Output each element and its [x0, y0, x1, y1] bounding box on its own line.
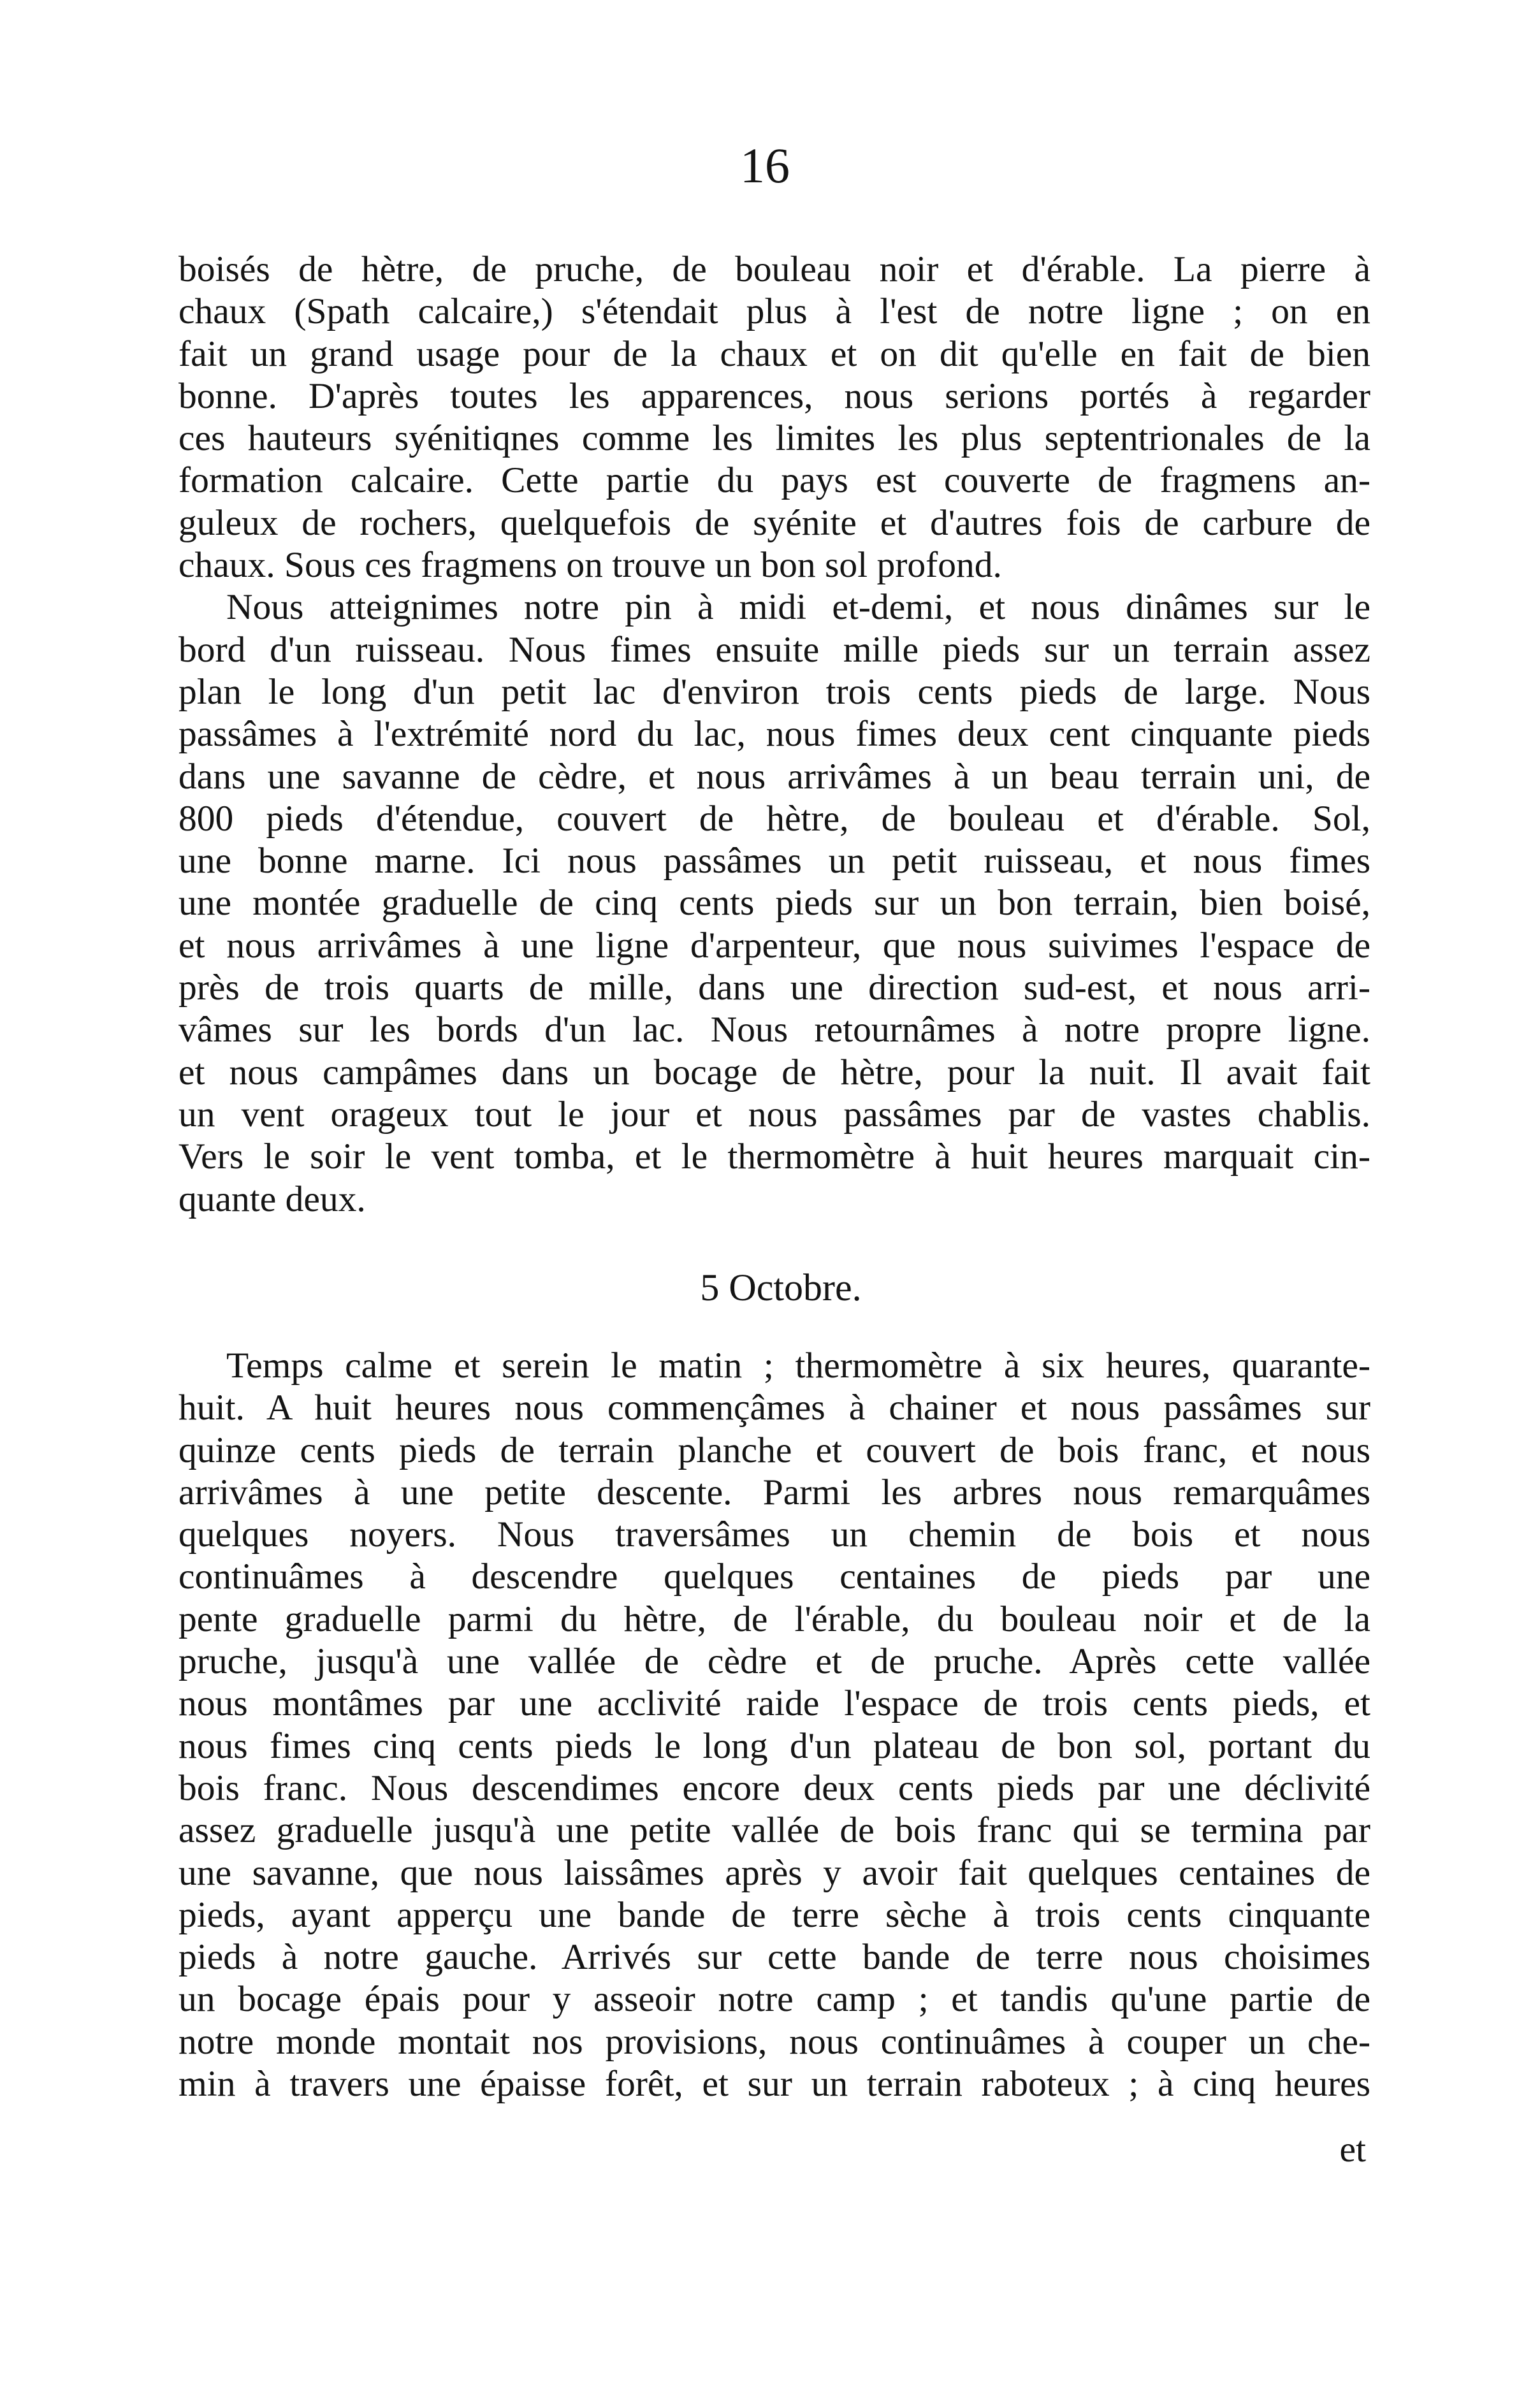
text-line: pieds à notre gauche. Arrivés sur cette bande de terre nous choisimes: [178, 1937, 1370, 1978]
text-line: fait un grand usage pour de la chaux et on dit qu'elle en fait de bien: [178, 333, 1370, 374]
text-line: une savanne, que nous laissâmes après y avoir fait quelques centaines de: [178, 1852, 1370, 1893]
text-line: bord d'un ruisseau. Nous fimes ensuite mille pieds sur un terrain assez: [178, 629, 1370, 670]
text-line: nous montâmes par une acclivité raide l'espace de trois cents pieds, et: [178, 1683, 1370, 1724]
text-line: plan le long d'un petit lac d'environ trois cents pieds de large. Nous: [178, 671, 1370, 712]
text-line: assez graduelle jusqu'à une petite vallée de bois franc qui se termina par: [178, 1810, 1370, 1851]
text-line: pieds, ayant apperçu une bande de terre sèche à trois cents cinquante: [178, 1894, 1370, 1935]
text-line: notre monde montait nos provisions, nous continuâmes à couper un che-: [178, 2021, 1370, 2062]
text-line: guleux de rochers, quelquefois de syénite et d'autres fois de carbure de: [178, 502, 1370, 543]
text-line: huit. A huit heures nous commençâmes à chainer et nous passâmes sur: [178, 1388, 1370, 1428]
text-line: bois franc. Nous descendimes encore deux cents pieds par une déclivité: [178, 1767, 1370, 1808]
text-line: quelques noyers. Nous traversâmes un chemin de bois et nous: [178, 1514, 1370, 1555]
text-line: ces hauteurs syénitiqnes comme les limites les plus septentrionales de la: [178, 418, 1370, 459]
text-line: 800 pieds d'étendue, couvert de hètre, de bouleau et d'érable. Sol,: [178, 798, 1370, 839]
text-line: dans une savanne de cèdre, et nous arrivâmes à un beau terrain uni, de: [178, 756, 1370, 797]
text-line: une bonne marne. Ici nous passâmes un petit ruisseau, et nous fimes: [178, 841, 1370, 881]
page-number: 16: [740, 138, 790, 193]
text-line: boisés de hètre, de pruche, de bouleau noir et d'érable. La pierre à: [178, 249, 1370, 289]
text-line: formation calcaire. Cette partie du pays est couverte de fragmens an-: [178, 460, 1370, 501]
text-line: et nous campâmes dans un bocage de hètre, pour la nuit. Il avait fait: [178, 1052, 1370, 1092]
text-line: pente graduelle parmi du hètre, de l'érable, du bouleau noir et de la: [178, 1599, 1370, 1639]
text-line: un bocage épais pour y asseoir notre camp ; et tandis qu'une partie de: [178, 1979, 1370, 2020]
text-line: continuâmes à descendre quelques centaines de pieds par une: [178, 1556, 1370, 1597]
text-line: nous fimes cinq cents pieds le long d'un plateau de bon sol, portant du: [178, 1725, 1370, 1766]
catchword: et: [1339, 2129, 1366, 2170]
section-heading: 5 Octobre.: [700, 1266, 862, 1309]
text-line: pruche, jusqu'à une vallée de cèdre et de pruche. Après cette vallée: [178, 1641, 1370, 1682]
text-line: passâmes à l'extrémité nord du lac, nous fimes deux cent cinquante pieds: [178, 714, 1370, 755]
text-line: min à travers une épaisse forêt, et sur un terrain raboteux ; à cinq heures: [178, 2064, 1370, 2105]
text-block-bottom: [178, 1345, 1370, 2105]
text-line: Vers le soir le vent tomba, et le thermomètre à huit heures marquait cin-: [178, 1136, 1370, 1177]
text-line: bonne. D'après toutes les apparences, nous serions portés à regarder: [178, 375, 1370, 416]
text-line: quante deux.: [178, 1179, 366, 1219]
text-line: chaux. Sous ces fragmens on trouve un bon sol profond.: [178, 545, 1002, 586]
text-line: chaux (Spath calcaire,) s'étendait plus à l'est de notre ligne ; on en: [178, 291, 1370, 332]
text-line: une montée graduelle de cinq cents pieds sur un bon terrain, bien boisé,: [178, 883, 1370, 924]
text-line: un vent orageux tout le jour et nous passâmes par de vastes chablis.: [178, 1094, 1370, 1135]
text-line: quinze cents pieds de terrain planche et couvert de bois franc, et nous: [178, 1430, 1370, 1470]
text-line: vâmes sur les bords d'un lac. Nous retournâmes à notre propre ligne.: [178, 1010, 1370, 1050]
text-line: près de trois quarts de mille, dans une direction sud-est, et nous arri-: [178, 968, 1370, 1008]
text-line: arrivâmes à une petite descente. Parmi les arbres nous remarquâmes: [178, 1472, 1370, 1512]
text-block-top: [178, 249, 1370, 1221]
text-line: Nous atteignimes notre pin à midi et-demi, et nous dinâmes sur le: [226, 587, 1370, 628]
text-line: et nous arrivâmes à une ligne d'arpenteur, que nous suivimes l'espace de: [178, 925, 1370, 966]
text-line: Temps calme et serein le matin ; thermomètre à six heures, quarante-: [226, 1345, 1370, 1386]
